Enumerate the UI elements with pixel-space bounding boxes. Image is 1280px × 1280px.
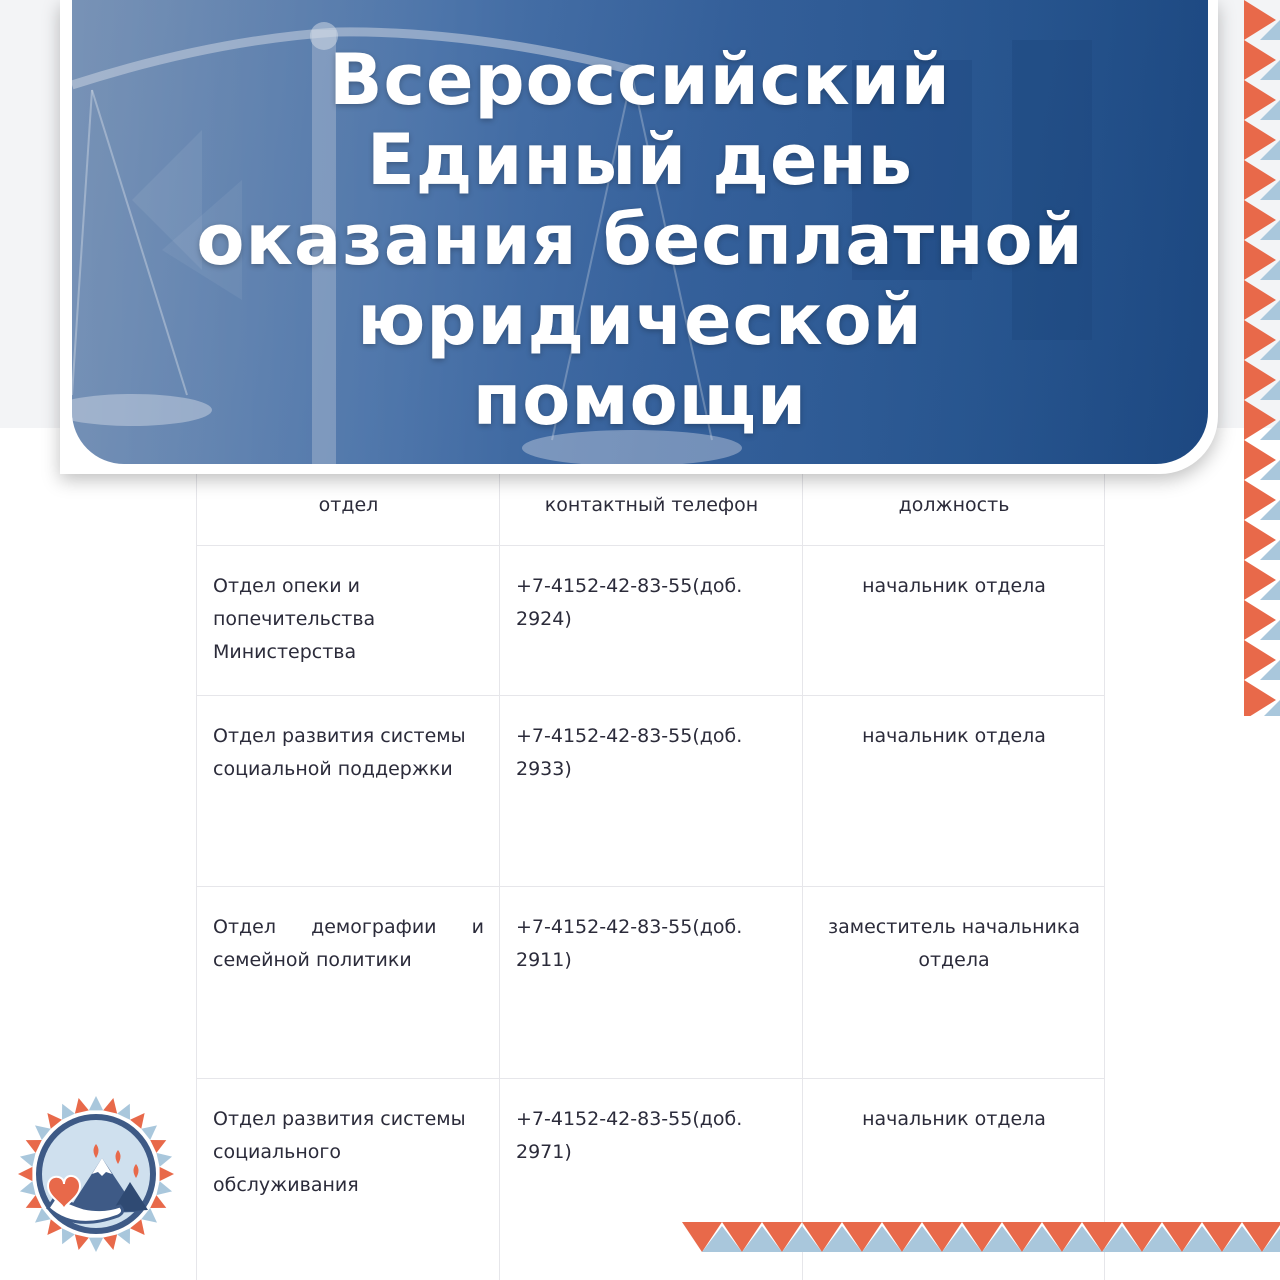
cell-position: начальник отдела xyxy=(803,696,1105,887)
cell-phone: +7-4152-42-83-55(доб. 2924) xyxy=(500,546,803,696)
table-row xyxy=(197,696,1105,887)
cell-department: Отдел демографии и семейной политики xyxy=(197,887,500,1079)
contacts-table-container xyxy=(196,440,1104,1280)
cell-position: начальник отдела xyxy=(803,1079,1105,1280)
cell-position: заместитель начальника отдела xyxy=(803,887,1105,1079)
heart-in-hand-mountains-logo xyxy=(14,1092,178,1256)
banner-title-line: помощи xyxy=(472,359,808,441)
banner-title-line: Единый день xyxy=(366,119,914,201)
right-border-ornament xyxy=(1240,0,1280,716)
cell-phone: +7-4152-42-83-55(доб. 2971) xyxy=(500,1079,803,1280)
cell-department: Отдел опеки и попечительства Министерства xyxy=(197,546,500,696)
banner-title-line: юридической xyxy=(357,279,923,361)
title-banner xyxy=(72,0,1208,464)
cell-phone: +7-4152-42-83-55(доб. 2911) xyxy=(500,887,803,1079)
contacts-table xyxy=(196,440,1105,1280)
banner-title-line: оказания бесплатной xyxy=(196,199,1084,281)
cell-phone: +7-4152-42-83-55(доб. 2933) xyxy=(500,696,803,887)
header-department: отдел xyxy=(197,441,500,546)
bottom-border-ornament xyxy=(682,1218,1280,1280)
cell-position: начальник отдела xyxy=(803,546,1105,696)
cell-department: Отдел развития системы социальной поддержки xyxy=(197,696,500,887)
table-row xyxy=(197,546,1105,696)
header-phone: контактный телефон xyxy=(500,441,803,546)
header-position: должность xyxy=(803,441,1105,546)
banner-title-line: Всероссийский xyxy=(329,39,951,121)
cell-department: Отдел развития системы социального обслуживания xyxy=(197,1079,500,1280)
banner-title xyxy=(72,40,1208,440)
table-row xyxy=(197,887,1105,1079)
